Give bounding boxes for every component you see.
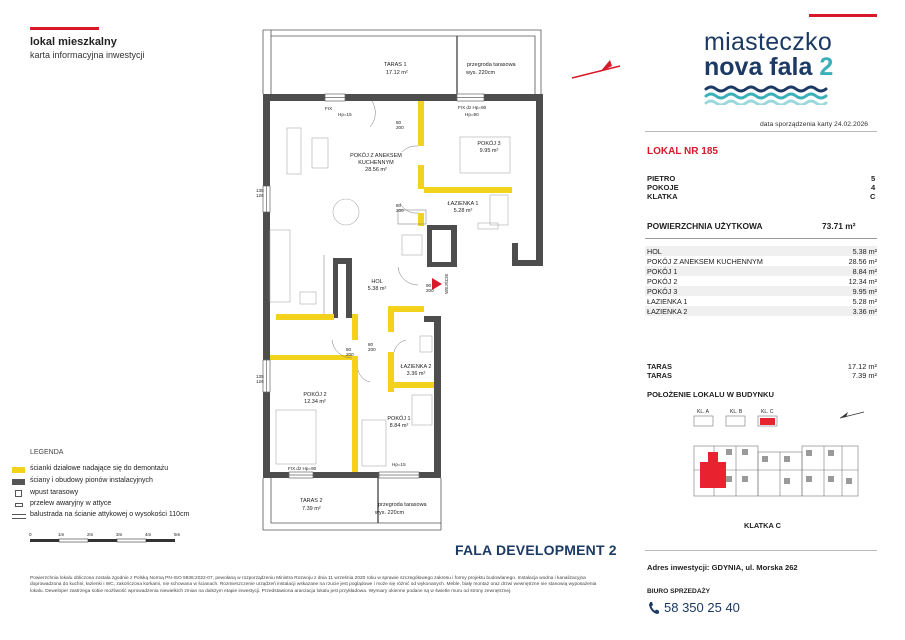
room-p2-label xyxy=(300,392,330,406)
przegroda-top-height: wys. 220cm xyxy=(466,70,496,76)
room-p1-label xyxy=(384,416,414,430)
win-dim-left-bottom: 135 126 xyxy=(256,374,264,384)
room-name: HOL xyxy=(647,247,662,256)
phone-icon xyxy=(647,601,659,615)
rooms-table-row xyxy=(645,306,877,316)
room-name: POKÓJ Z ANEKSEM KUCHENNYM xyxy=(647,257,763,266)
room-area: 5.28 m² xyxy=(852,297,877,306)
terraces-table-row xyxy=(645,371,877,381)
brand-number: 2 xyxy=(819,53,834,81)
przegroda-bottom-height: wys. 220cm xyxy=(375,510,405,516)
l2-label: ŁAZIENKA 2 xyxy=(400,364,432,370)
room-hol-label xyxy=(364,279,390,293)
brand-line-2: nova fala xyxy=(704,53,813,81)
room-area: 9.95 m² xyxy=(852,287,877,296)
rooms-table-row xyxy=(645,296,877,306)
room-area: 3.36 m² xyxy=(852,307,877,316)
taras1-area: 17.12 m² xyxy=(386,70,408,76)
kitchen-label-2: KUCHENNYM xyxy=(358,160,394,166)
przegroda-bottom-label: przegroda tarasowa xyxy=(378,502,427,508)
pietro-label: PIETRO xyxy=(647,174,676,183)
terrace-name: TARAS xyxy=(647,371,672,380)
pokoje-label: POKOJE xyxy=(647,183,679,192)
page-title: lokal mieszkalny xyxy=(30,36,117,48)
legend-text-3: przelew awaryjny w attyce xyxy=(30,500,112,507)
rooms-table-row xyxy=(645,266,877,276)
room-area: 5.38 m² xyxy=(852,247,877,256)
sales-phone[interactable]: 58 350 25 40 xyxy=(664,600,740,615)
p1-label: POKÓJ 1 xyxy=(387,416,411,422)
room-area: 12.34 m² xyxy=(848,277,877,286)
p3-label: POKÓJ 3 xyxy=(477,141,501,147)
brand-line-1: miasteczko xyxy=(704,28,833,56)
klatka-value: C xyxy=(870,192,876,201)
kitchen-label-1: POKÓJ Z ANEKSEM xyxy=(350,153,402,159)
terrace-name: TARAS xyxy=(647,362,672,371)
wave-icon xyxy=(704,83,834,105)
fix-dz-bottom: FIX dz Hp=90 xyxy=(288,466,317,471)
p1-area: 8.84 m² xyxy=(389,423,409,429)
room-p3-label xyxy=(474,141,504,155)
rooms-table-row xyxy=(645,276,877,286)
hp15-top: Hp=15 xyxy=(338,112,352,117)
room-name: ŁAZIENKA 1 xyxy=(647,297,688,306)
terrace-area: 17.12 m² xyxy=(847,362,877,371)
legend-text-1: ściany i obudowy pionów instalacyjnych xyxy=(30,477,153,484)
l1-area: 5.28 m² xyxy=(453,208,473,214)
address: Adres inwestycji: GDYNIA, ul. Morska 262 xyxy=(647,563,798,572)
kl-a-label: KL. A xyxy=(697,409,709,415)
room-l1-label xyxy=(446,201,480,215)
wejscie-label: WEJŚCIE xyxy=(444,273,449,294)
scale-label-5: 5m xyxy=(174,532,181,537)
area-label: POWIERZCHNIA UŻYTKOWA xyxy=(647,221,763,231)
legend-text-2: wpust tarasowy xyxy=(30,489,79,496)
right-top-accent xyxy=(809,14,877,17)
terrace-area: 7.39 m² xyxy=(851,371,877,380)
room-area: 28.56 m² xyxy=(848,257,877,266)
room-area: 8.84 m² xyxy=(852,267,877,276)
door-dim-entrance: 90 200 xyxy=(426,283,434,293)
brand-logo xyxy=(704,30,854,110)
room-kitchen-label xyxy=(341,153,411,174)
scale-label-2: 2m xyxy=(87,532,94,537)
legend-text-4: balustrada na ścianie attykowej o wysokości 110cm xyxy=(30,511,190,518)
klatka-caption: KLATKA C xyxy=(744,521,781,530)
scale-label-3: 3m xyxy=(116,532,123,537)
hp15-bottom: Hp=15 xyxy=(392,462,406,467)
card-date: data sporządzenia karty 24.02.2026 xyxy=(760,121,869,128)
room-name: ŁAZIENKA 2 xyxy=(647,307,688,316)
taras2-area: 7.39 m² xyxy=(302,506,321,512)
sales-label: BIURO SPRZEDAŻY xyxy=(647,588,711,595)
location-title: POŁOŻENIE LOKALU W BUDYNKU xyxy=(647,390,774,399)
door-dim-l1: 80 200 xyxy=(396,203,404,213)
door-dim-p2: 80 200 xyxy=(346,347,354,357)
p2-area: 12.34 m² xyxy=(304,399,326,405)
p2-label: POKÓJ 2 xyxy=(303,392,327,398)
divider-address xyxy=(645,550,877,551)
hp90-top: Hp=90 xyxy=(465,112,479,117)
taras2-label: TARAS 2 xyxy=(300,498,323,504)
kl-c-label: KL. C xyxy=(761,409,774,415)
room-name: POKÓJ 2 xyxy=(647,277,678,286)
hol-area: 5.38 m² xyxy=(367,286,387,292)
kl-b-label: KL. B xyxy=(730,409,743,415)
scale-label-0: 0 xyxy=(29,532,32,537)
room-name: POKÓJ 3 xyxy=(647,287,678,296)
scale-label-1: 1m xyxy=(58,532,65,537)
pietro-value: 5 xyxy=(871,174,876,183)
door-dim-l2: 80 200 xyxy=(368,342,376,352)
win-dim-left-top: 135 126 xyxy=(256,188,264,198)
rooms-table-row xyxy=(645,246,877,256)
disclaimer: Powierzchnia lokalu obliczona zostala zgodnie z Polską Normą PN-ISO 9836:2022-07, pewołaną w rozporządzeniu Ministra Rozwoju z dnia 11 września 2020 roku w sprawie szczegółowego zakresu i formy projektu budowlanego. Instalacja wodna i kanalizacyjna doprowadzona do kuchni, łazienki i WC, zakończona korkami, nie schowana w ścianach. Rozmieszczenie urządzeń instalacji wskazane na rzucie jest poglądowe i może się różnić od wykonanych. Meble, biały montaż oraz drzwi wewnętrzne nie stanowią wyposażenia lokalu. Deweloper zastrzega sobie możliwość wprowadzenia niewielkich zmian na dalszym etapie inwestycji. Przedstawiona aranżacja lokalu jest przykładowa. Wymiary okienne podane są w świetle muru od strony zewnętrznej. xyxy=(30,576,597,594)
legend-title: LEGENDA xyxy=(30,449,64,456)
developer-name-2: DEVELOPMENT 2 xyxy=(495,542,617,558)
rooms-table-row xyxy=(645,256,877,266)
developer-name-1: FALA xyxy=(455,542,492,558)
page-subtitle: karta informacyjna inwestycji xyxy=(30,50,145,60)
lokal-title: LOKAL NR 185 xyxy=(647,146,718,157)
l2-area: 3.36 m² xyxy=(406,371,426,377)
fix-top: FIX xyxy=(325,106,333,111)
divider-top xyxy=(645,131,877,132)
area-value: 73.71 m² xyxy=(822,221,856,231)
room-name: POKÓJ 1 xyxy=(647,267,678,276)
rooms-table-row xyxy=(645,286,877,296)
door-dim-p3: 80 200 xyxy=(396,120,404,130)
fix-dz-top: FIX dz Hp=90 xyxy=(458,105,487,110)
pokoje-value: 4 xyxy=(871,183,876,192)
scale-label-4: 4m xyxy=(145,532,152,537)
przegroda-top-label: przegroda tarasowa xyxy=(467,62,516,68)
building-location-map xyxy=(684,406,874,521)
l1-label: ŁAZIENKA 1 xyxy=(447,201,479,207)
klatka-label: KLATKA xyxy=(647,192,678,201)
divider-area xyxy=(645,238,877,239)
hol-label: HOL xyxy=(371,279,383,285)
taras1-label: TARAS 1 xyxy=(384,62,407,68)
kitchen-area: 28.56 m² xyxy=(365,167,387,173)
room-l2-label xyxy=(398,364,434,378)
legend-text-0: ścianki działowe nadające się do demontażu xyxy=(30,465,169,472)
p3-area: 9.95 m² xyxy=(479,148,499,154)
